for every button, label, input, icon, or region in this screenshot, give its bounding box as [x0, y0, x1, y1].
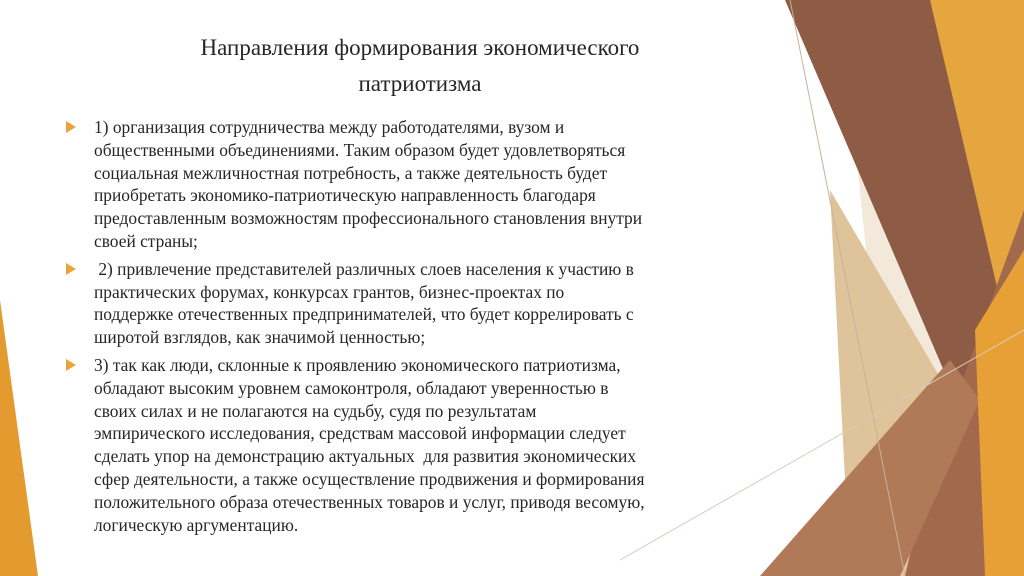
bullet-line: поддержке отечественных предпринимателей, что будет коррелировать с: [94, 304, 634, 325]
bullet-item-1: [66, 116, 786, 253]
bullet-line: 2) привлечение представителей различных слоев населения к участию в: [94, 258, 634, 279]
triangle-bullet-icon: [66, 121, 76, 133]
bullet-line: положительного образа отечественных товаров и услуг, приводя весомую,: [94, 491, 645, 512]
bullet-line: общественными объединениями. Таким образом будет удовлетворяться: [94, 139, 626, 160]
slide-title-line-2: патриотизма: [358, 71, 482, 96]
bullet-line: сделать упор на демонстрацию актуальных для развития экономических: [94, 446, 637, 467]
bullet-line: своей страны;: [94, 230, 198, 251]
slide-title-line-1: Направления формирования экономического: [200, 35, 640, 60]
bullet-line: приобретать экономико-патриотическую направленность благодаря: [94, 185, 596, 206]
bullet-line: 1) организация сотрудничества между работодателями, вузом и: [94, 117, 565, 137]
bullet-line: предоставленным возможностям профессионального становления внутри: [94, 208, 643, 229]
bullet-line: эмпирического исследования, средствам массовой информации следует: [94, 423, 626, 444]
bullet-line: 3) так как люди, склонные к проявлению экономического патриотизма,: [94, 354, 621, 375]
bullet-item-3: [66, 354, 786, 536]
triangle-bullet-icon: [66, 263, 76, 275]
bullet-line: практических форумах, конкурсах грантов, бизнес-проектах по: [94, 281, 565, 302]
bullet-list: [66, 116, 786, 541]
left-orange-band: [0, 300, 38, 576]
bullet-line: логическую аргументацию.: [94, 514, 299, 535]
bullet-line: своих силах и не полагаются на судьбу, судя по результатам: [94, 400, 537, 421]
bullet-line: широтой взглядов, как значимой ценностью;: [94, 327, 426, 348]
triangle-bullet-icon: [66, 359, 76, 371]
bullet-line: сфер деятельности, а также осуществление продвижения и формирования: [94, 468, 645, 489]
bullet-line: социальная межличностная потребность, а также деятельность будет: [94, 162, 608, 183]
bullet-line: обладают высоким уровнем самоконтроля, обладают уверенностью в: [94, 377, 609, 398]
slide-title: [100, 30, 740, 102]
bullet-item-2: [66, 258, 786, 349]
